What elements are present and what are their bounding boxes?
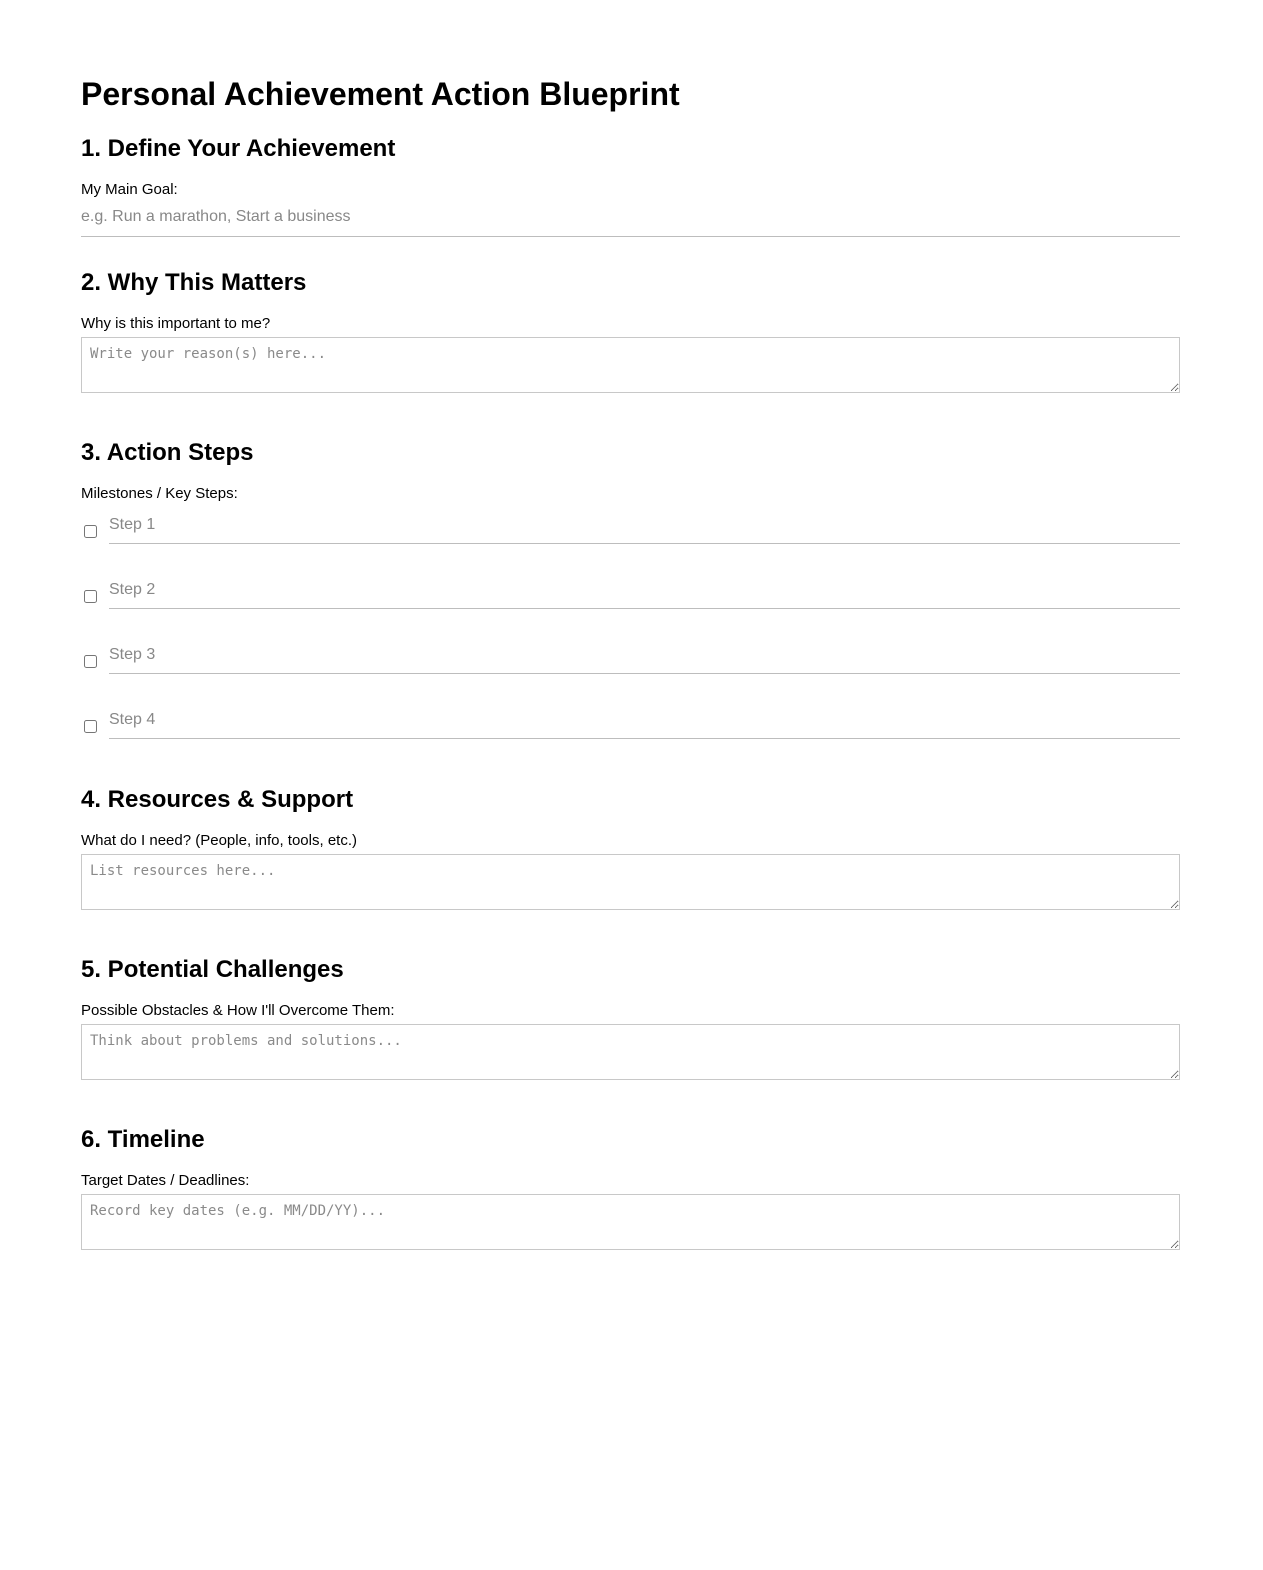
- challenges-label: Possible Obstacles & How I'll Overcome Them:: [81, 1002, 395, 1019]
- step-2-checkbox[interactable]: [84, 590, 97, 603]
- section-heading: 5. Potential Challenges: [81, 956, 344, 983]
- step-row-1: [81, 514, 1180, 544]
- page-title: Personal Achievement Action Blueprint: [81, 76, 680, 112]
- timeline-label: Target Dates / Deadlines:: [81, 1172, 250, 1189]
- step-row-3: [81, 644, 1180, 674]
- step-3-input[interactable]: [109, 644, 1180, 674]
- step-4-input[interactable]: [109, 709, 1180, 739]
- timeline-textarea[interactable]: [81, 1194, 1180, 1250]
- step-4-checkbox[interactable]: [84, 720, 97, 733]
- section-potential-challenges: [81, 956, 1180, 1080]
- section-define-achievement: [81, 135, 1180, 237]
- milestones-label: Milestones / Key Steps:: [81, 485, 238, 502]
- section-action-steps: [81, 439, 1180, 739]
- section-resources-support: [81, 786, 1180, 910]
- step-2-input[interactable]: [109, 579, 1180, 609]
- step-row-2: [81, 579, 1180, 609]
- step-3-checkbox[interactable]: [84, 655, 97, 668]
- section-why-matters: [81, 269, 1180, 393]
- section-heading: 2. Why This Matters: [81, 269, 307, 296]
- main-goal-label: My Main Goal:: [81, 181, 178, 198]
- why-important-label: Why is this important to me?: [81, 315, 271, 332]
- section-heading: 1. Define Your Achievement: [81, 135, 396, 162]
- main-goal-input[interactable]: [81, 205, 1180, 237]
- step-1-input[interactable]: [109, 514, 1180, 544]
- challenges-textarea[interactable]: [81, 1024, 1180, 1080]
- step-1-checkbox[interactable]: [84, 525, 97, 538]
- section-heading: 6. Timeline: [81, 1126, 205, 1153]
- section-heading: 3. Action Steps: [81, 439, 254, 466]
- step-row-4: [81, 709, 1180, 739]
- resources-label: What do I need? (People, info, tools, etc.): [81, 832, 357, 849]
- section-timeline: [81, 1126, 1180, 1250]
- section-heading: 4. Resources & Support: [81, 786, 354, 813]
- why-important-textarea[interactable]: [81, 337, 1180, 393]
- resources-textarea[interactable]: [81, 854, 1180, 910]
